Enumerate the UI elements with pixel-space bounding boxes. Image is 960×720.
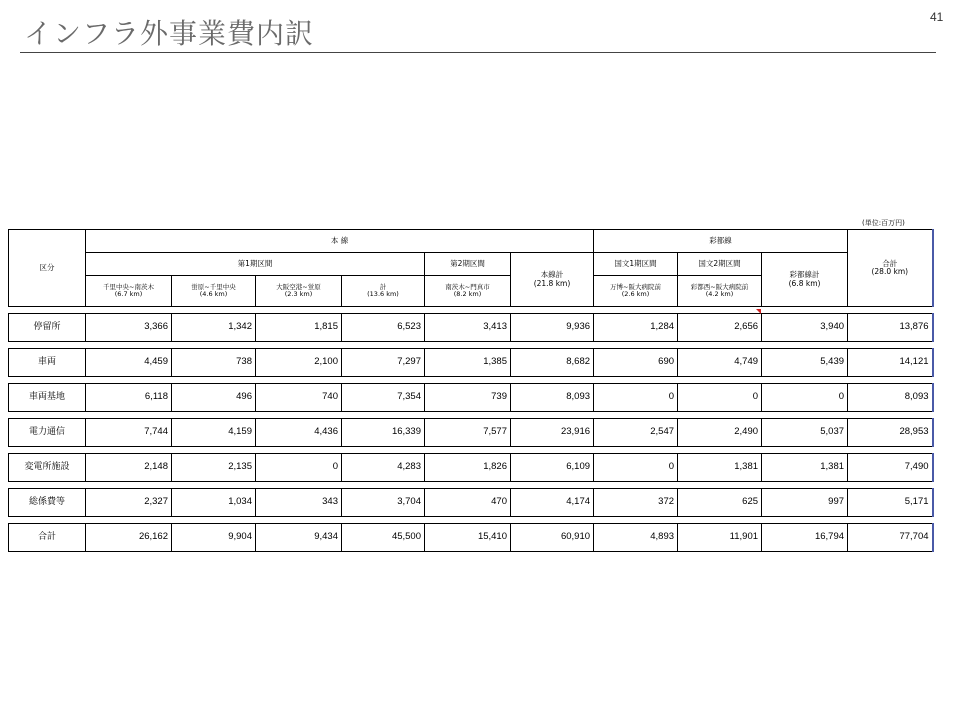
table-cell: 1,342 — [172, 314, 256, 342]
header-total — [848, 230, 933, 307]
table-body — [9, 314, 933, 552]
header-col-2 — [172, 276, 256, 307]
header-col-2-sub: (4.6 km) — [199, 290, 228, 298]
table-cell: 2,148 — [86, 454, 172, 482]
header-dai1: 第1期区間 — [86, 253, 425, 276]
table-cell: 15,410 — [425, 524, 511, 552]
header-row-2 — [9, 253, 933, 276]
row-spacer — [9, 482, 933, 489]
table-row — [9, 524, 933, 552]
header-spacer — [9, 307, 933, 314]
table-cell: 7,577 — [425, 419, 511, 447]
table-cell: 690 — [594, 349, 678, 377]
table-cell: 8,093 — [848, 384, 933, 412]
table-cell: 0 — [256, 454, 342, 482]
table-cell: 4,436 — [256, 419, 342, 447]
table-cell: 7,744 — [86, 419, 172, 447]
table-cell: 4,174 — [511, 489, 594, 517]
header-col-3 — [256, 276, 342, 307]
header-kokubun1: 国文1期区間 — [594, 253, 678, 276]
header-col-4-sub: (13.6 km) — [367, 290, 399, 298]
row-label: 変電所施設 — [9, 454, 86, 482]
table-cell: 7,490 — [848, 454, 933, 482]
table-cell: 77,704 — [848, 524, 933, 552]
table-cell: 16,794 — [762, 524, 848, 552]
table-cell: 16,339 — [342, 419, 425, 447]
page-title: インフラ外事業費内訳 — [24, 17, 315, 50]
table-cell: 9,904 — [172, 524, 256, 552]
table-cell: 11,901 — [678, 524, 762, 552]
table-cell: 0 — [594, 454, 678, 482]
table-cell: 9,434 — [256, 524, 342, 552]
table-cell: 7,354 — [342, 384, 425, 412]
table-cell: 1,385 — [425, 349, 511, 377]
page-number: 41 — [930, 10, 944, 24]
table-cell: 2,100 — [256, 349, 342, 377]
table-cell: 738 — [172, 349, 256, 377]
table-cell: 470 — [425, 489, 511, 517]
table-cell: 3,940 — [762, 314, 848, 342]
header-col-2-label: 蛍原~千里中央 — [191, 282, 236, 291]
header-col-8-sub: (4.2 km) — [705, 290, 734, 298]
header-col-3-label: 大阪空港~蛍原 — [276, 282, 321, 291]
table-cell: 2,656 — [678, 314, 762, 342]
header-col-1 — [86, 276, 172, 307]
table-cell: 0 — [678, 384, 762, 412]
table-row — [9, 454, 933, 482]
table-cell: 343 — [256, 489, 342, 517]
title-underline — [20, 52, 936, 53]
table-cell: 2,490 — [678, 419, 762, 447]
table-cell: 1,034 — [172, 489, 256, 517]
header-col-1-label: 千里中央~南茨木 — [103, 282, 154, 291]
header-honsen-total-sub: (21.8 km) — [533, 278, 571, 288]
header-saito-total — [762, 253, 848, 307]
row-spacer — [9, 377, 933, 384]
header-saito: 彩都線 — [594, 230, 848, 253]
table-cell: 45,500 — [342, 524, 425, 552]
table-cell: 5,037 — [762, 419, 848, 447]
table-cell: 6,118 — [86, 384, 172, 412]
unit-note: (単位:百万円) — [862, 219, 905, 227]
header-col-8-label: 彩都西~阪大病院前 — [690, 282, 749, 291]
row-spacer — [9, 517, 933, 524]
table-cell: 60,910 — [511, 524, 594, 552]
header-honsen-total — [511, 253, 594, 307]
row-spacer — [9, 412, 933, 419]
header-col-8 — [678, 276, 762, 307]
header-honsen: 本 線 — [86, 230, 594, 253]
table-cell: 13,876 — [848, 314, 933, 342]
table-cell: 1,284 — [594, 314, 678, 342]
table-cell: 3,413 — [425, 314, 511, 342]
header-col-7-label: 万博~阪大病院前 — [610, 282, 661, 291]
row-label: 停留所 — [9, 314, 86, 342]
table-cell: 7,297 — [342, 349, 425, 377]
header-col-1-sub: (6.7 km) — [114, 290, 143, 298]
table-cell: 6,523 — [342, 314, 425, 342]
table-cell: 8,093 — [511, 384, 594, 412]
table-cell: 3,366 — [86, 314, 172, 342]
table-cell: 1,815 — [256, 314, 342, 342]
header-col-4-label: 計 — [379, 282, 387, 291]
header-kokubun2: 国文2期区間 — [678, 253, 762, 276]
table-cell: 0 — [594, 384, 678, 412]
table-row — [9, 349, 933, 377]
table-cell: 9,936 — [511, 314, 594, 342]
header-kubun: 区分 — [9, 230, 86, 307]
table-cell: 4,893 — [594, 524, 678, 552]
header-total-label: 合計 — [882, 258, 898, 268]
table-cell: 4,459 — [86, 349, 172, 377]
header-col-5-label: 南茨木~門真市 — [445, 282, 490, 291]
table-cell: 23,916 — [511, 419, 594, 447]
header-col-4 — [342, 276, 425, 307]
table-cell: 4,749 — [678, 349, 762, 377]
table-cell: 6,109 — [511, 454, 594, 482]
table-cell: 372 — [594, 489, 678, 517]
table-cell: 1,381 — [678, 454, 762, 482]
header-col-5 — [425, 276, 511, 307]
table-cell: 997 — [762, 489, 848, 517]
table-cell: 4,159 — [172, 419, 256, 447]
row-label: 車両基地 — [9, 384, 86, 412]
row-spacer — [9, 447, 933, 454]
table-cell: 4,283 — [342, 454, 425, 482]
row-spacer — [9, 342, 933, 349]
header-col-5-sub: (8.2 km) — [453, 290, 482, 298]
table-cell: 625 — [678, 489, 762, 517]
table-cell: 2,135 — [172, 454, 256, 482]
table-cell: 26,162 — [86, 524, 172, 552]
table-cell: 496 — [172, 384, 256, 412]
table-cell: 1,381 — [762, 454, 848, 482]
table-row — [9, 384, 933, 412]
header-saito-total-label: 彩都線計 — [789, 270, 820, 280]
header-col-7 — [594, 276, 678, 307]
table-row — [9, 419, 933, 447]
row-label: 総係費等 — [9, 489, 86, 517]
table-cell: 739 — [425, 384, 511, 412]
header-saito-total-sub: (6.8 km) — [788, 278, 821, 288]
header-col-3-sub: (2.3 km) — [284, 290, 313, 298]
table-cell: 2,327 — [86, 489, 172, 517]
table-cell: 2,547 — [594, 419, 678, 447]
table-cell: 28,953 — [848, 419, 933, 447]
header-col-7-sub: (2.6 km) — [621, 290, 650, 298]
header-row-1 — [9, 230, 933, 253]
table-cell: 1,826 — [425, 454, 511, 482]
header-dai2: 第2期区間 — [425, 253, 511, 276]
table-cell: 3,704 — [342, 489, 425, 517]
table-row — [9, 314, 933, 342]
header-total-sub: (28.0 km) — [871, 267, 909, 276]
row-label: 合計 — [9, 524, 86, 552]
table-cell: 5,439 — [762, 349, 848, 377]
table-row — [9, 489, 933, 517]
comment-marker-icon — [756, 309, 761, 314]
table-cell: 14,121 — [848, 349, 933, 377]
row-label: 電力通信 — [9, 419, 86, 447]
row-label: 車両 — [9, 349, 86, 377]
table-cell: 740 — [256, 384, 342, 412]
table-cell: 8,682 — [511, 349, 594, 377]
cost-breakdown-table — [8, 229, 934, 552]
header-honsen-total-label: 本線計 — [540, 270, 564, 280]
table-cell: 0 — [762, 384, 848, 412]
table-cell: 5,171 — [848, 489, 933, 517]
